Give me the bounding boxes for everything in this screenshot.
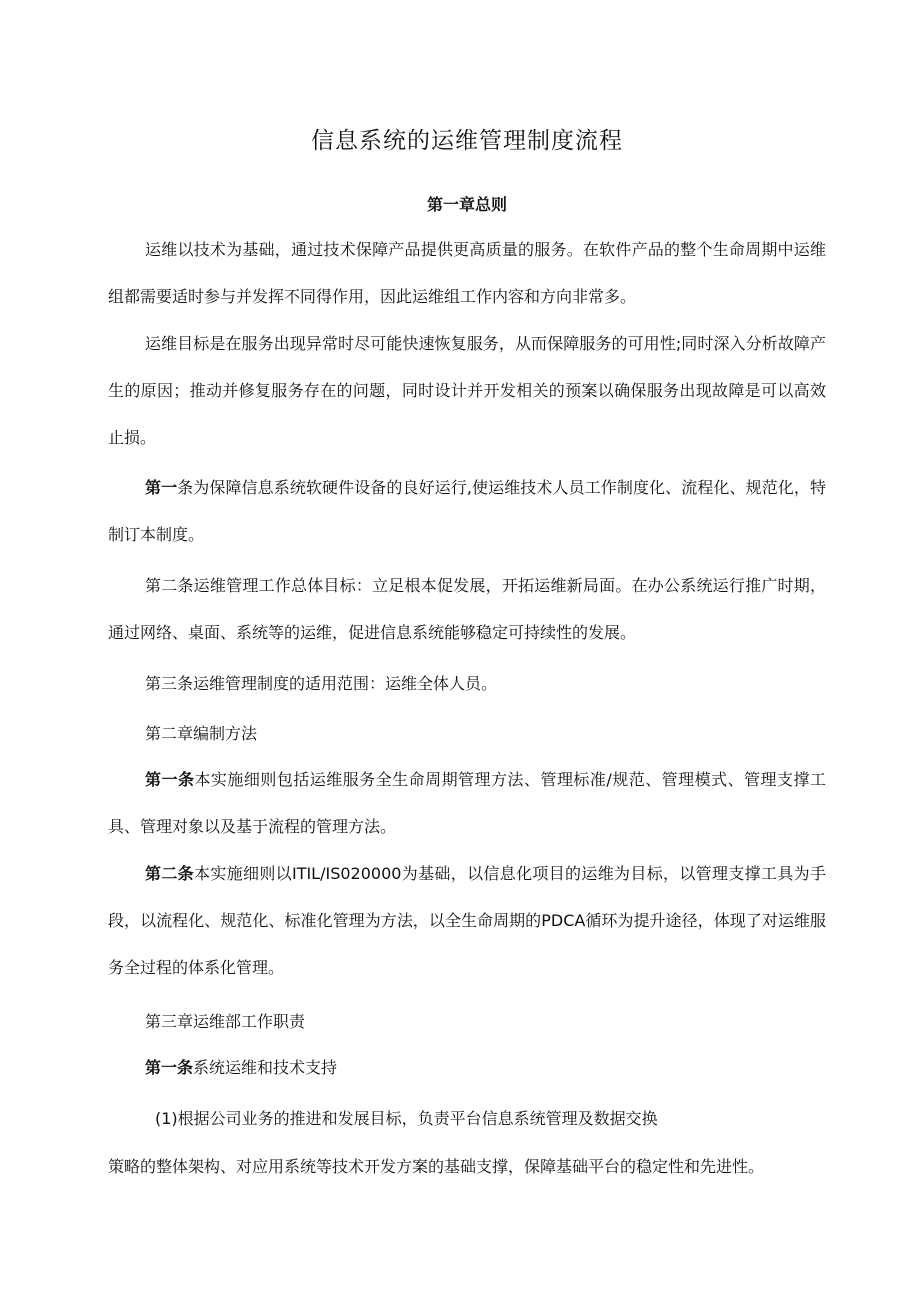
paragraph-goal: 运维目标是在服务出现异常时尽可能快速恢复服务，从而保障服务的可用性;同时深入分析故障产生的原因；推动并修复服务存在的问题，同时设计并开发相关的预案以确保服务出现故障是可以高效止损。	[108, 334, 826, 447]
chapter-2-article-2	[108, 850, 826, 991]
article-1-purpose	[108, 464, 826, 558]
article-text: 本实施细则以ITIL/IS020000为基础，以信息化项目的运维为目标，以管理支撑工具为手段，以流程化、规范化、标准化管理为方法，以全生命周期的PDCA循环为提升途径，体现了对运维服务全过程的体系化管理。	[108, 864, 826, 977]
article-label: 第一条	[145, 770, 195, 789]
article-text: 系统运维和技术支持	[193, 1058, 338, 1077]
article-3-scope: 第三条运维管理制度的适用范围：运维全体人员。	[145, 674, 498, 693]
chapter-3-heading: 第三章运维部工作职责	[145, 1012, 306, 1031]
chapter-2-heading: 第二章编制方法	[145, 724, 258, 743]
article-text: 本实施细则包括运维服务全生命周期管理方法、管理标准/规范、管理模式、管理支撑工具、管理对象以及基于流程的管理方法。	[108, 770, 826, 836]
duty-item-1-line-2: 策略的整体架构、对应用系统等技术开发方案的基础支撑，保障基础平台的稳定性和先进性。	[108, 1157, 765, 1176]
article-label: 第一条	[145, 1058, 194, 1077]
article-label: 第一	[145, 478, 178, 497]
article-label: 第二条	[145, 864, 194, 883]
chapter-1-heading: 第一章总则	[426, 195, 507, 214]
document-title: 信息系统的运维管理制度流程	[311, 128, 623, 154]
article-2-objective: 第二条运维管理工作总体目标：立足根本促发展，开拓运维新局面。在办公系统运行推广时期，通过网络、桌面、系统等的运维，促进信息系统能够稳定可持续性的发展。	[108, 576, 826, 642]
article-text: 条为保障信息系统软硬件设备的良好运行,使运维技术人员工作制度化、流程化、规范化，特制订本制度。	[108, 478, 826, 544]
chapter-2-article-1	[108, 756, 826, 850]
paragraph-intro: 运维以技术为基础，通过技术保障产品提供更高质量的服务。在软件产品的整个生命周期中运维组都需要适时参与并发挥不同得作用，因此运维组工作内容和方向非常多。	[108, 240, 826, 306]
chapter-3-article-1	[108, 1044, 826, 1091]
duty-item-1-line-1: (1)根据公司业务的推进和发展目标，负责平台信息系统管理及数据交换	[155, 1109, 658, 1128]
